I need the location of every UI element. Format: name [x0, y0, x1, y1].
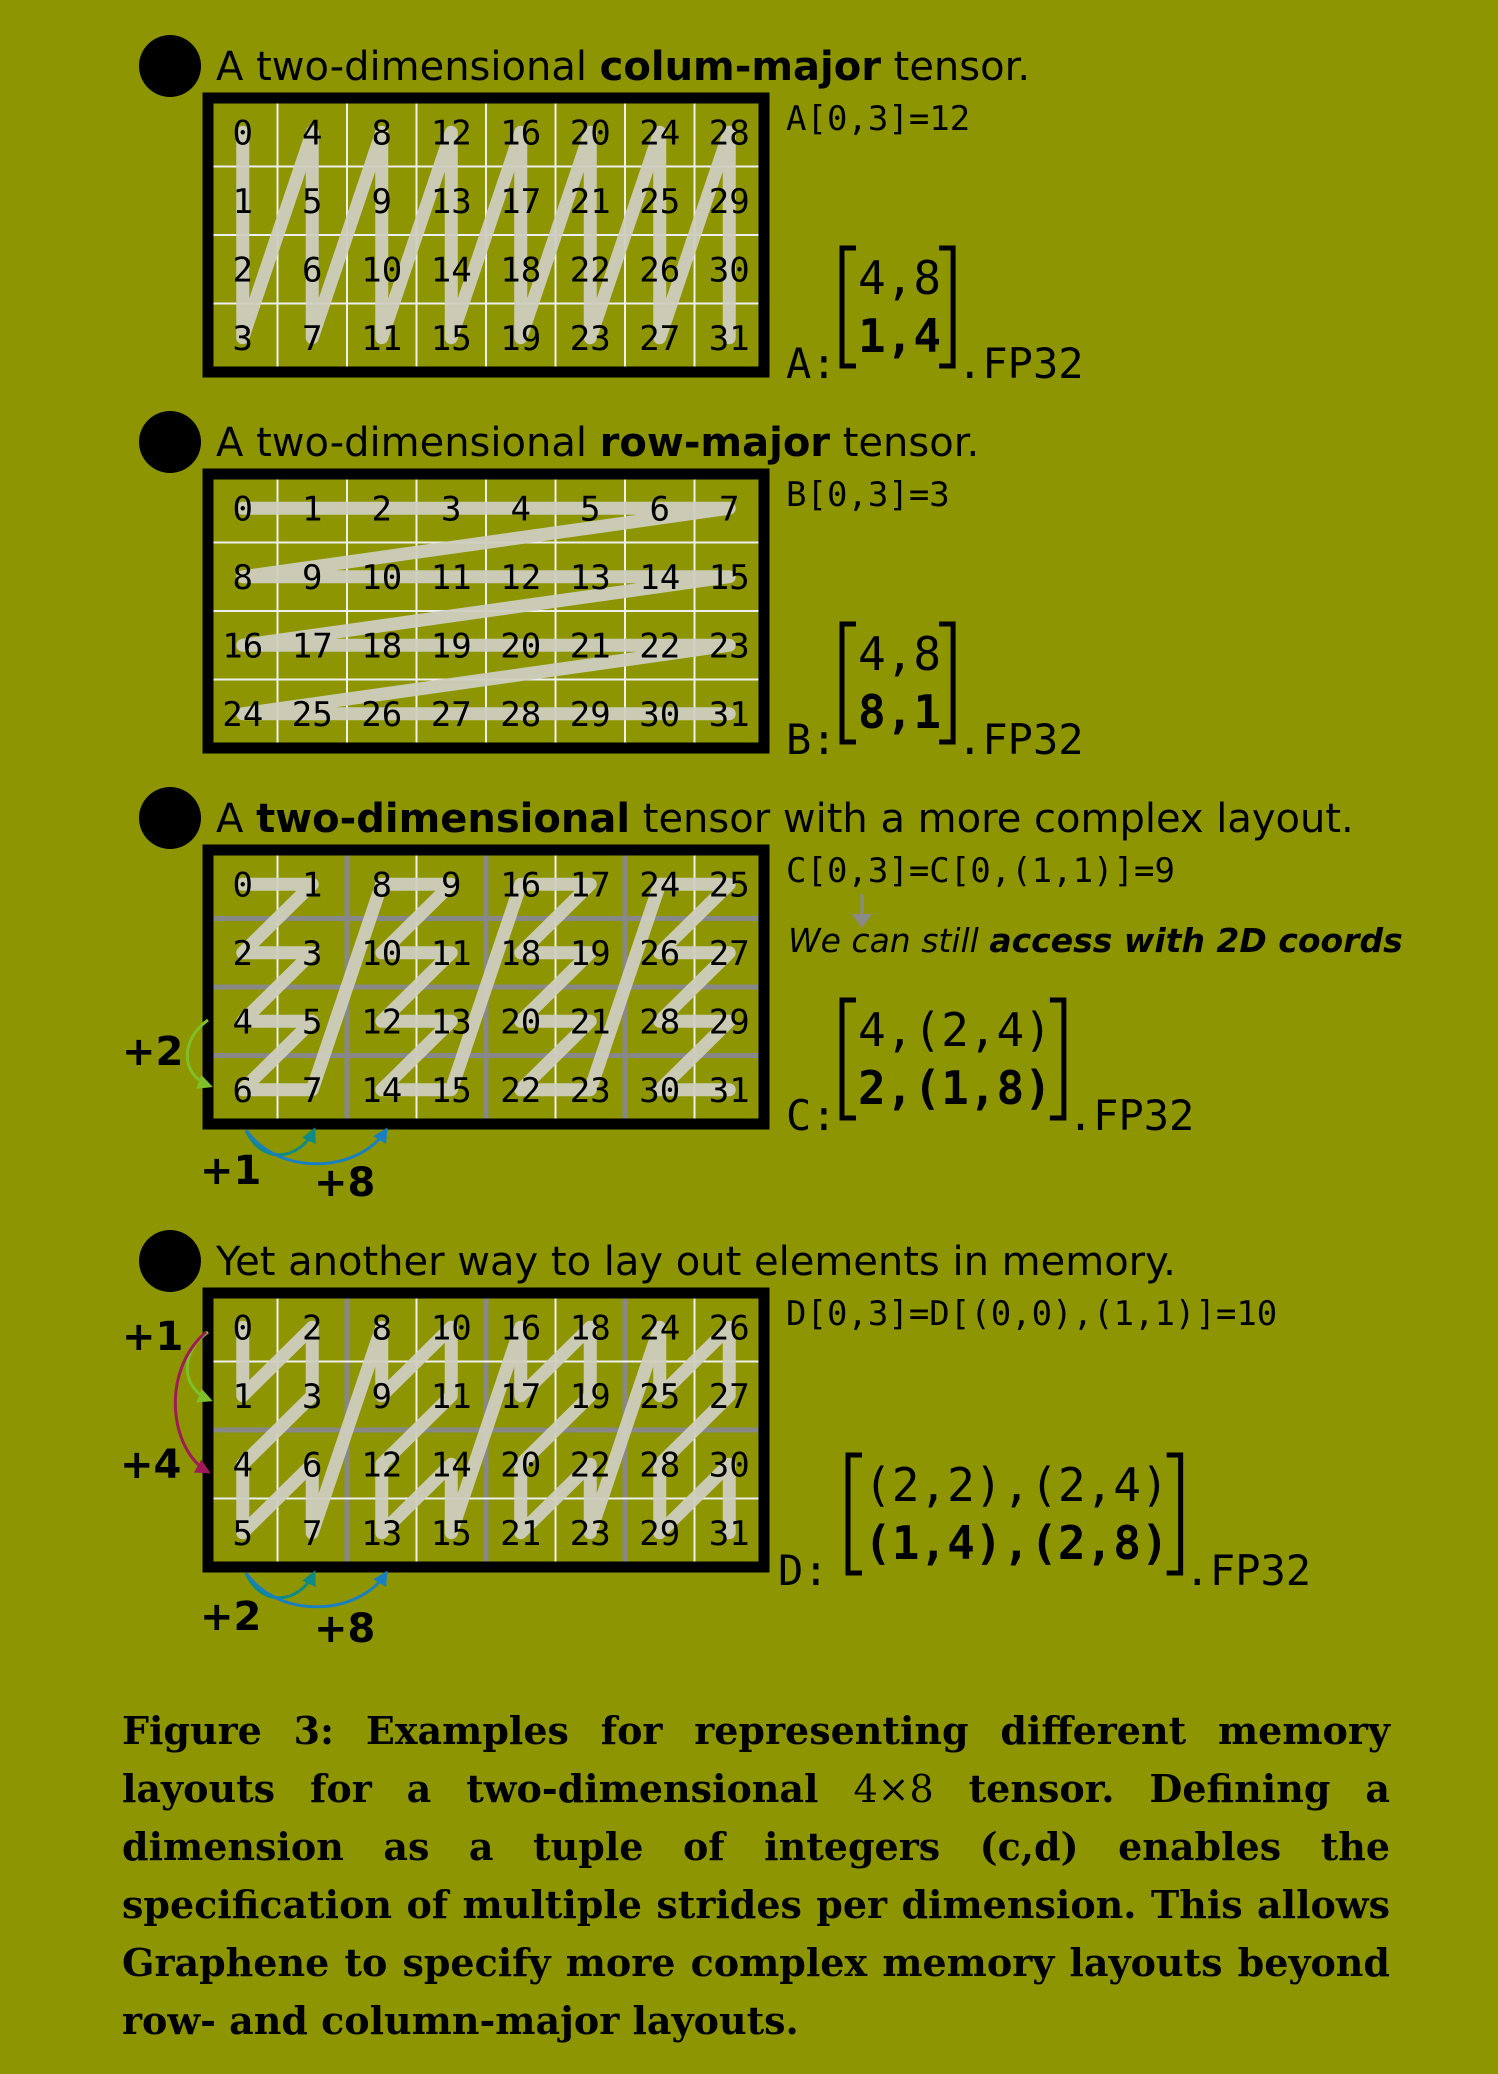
access-expression: [786, 1294, 1277, 1334]
right-bracket: [1167, 1455, 1181, 1573]
cell-value: 10: [361, 557, 403, 598]
cell-value: 1: [232, 1376, 253, 1417]
heading-bold: two-dimensional: [256, 796, 631, 842]
stride-row: [858, 1061, 1052, 1115]
cell-value: 26: [639, 250, 681, 291]
figure-caption: [122, 1702, 1390, 2050]
cell-value: 11: [430, 933, 472, 974]
cell-value: 19: [569, 933, 611, 974]
stride-label: +2: [122, 1029, 184, 1075]
cell-value: 18: [500, 933, 542, 974]
cell-value: 30: [639, 1070, 681, 1111]
cell-value: 26: [708, 1308, 750, 1349]
cell-value: 7: [302, 1070, 323, 1111]
access-expression: [786, 475, 950, 515]
heading-text: A two-dimensional: [216, 44, 600, 90]
stride-label-left: [122, 1029, 183, 1075]
cell-value: 25: [708, 865, 750, 906]
cell-value: 0: [232, 113, 253, 154]
stride-label-left-2: [120, 1442, 181, 1488]
cell-value: 23: [569, 1070, 611, 1111]
left-bracket: [842, 624, 856, 742]
layout-prefix: D:: [778, 1546, 829, 1595]
heading-bold: colum-major: [599, 44, 881, 90]
access-text: A[0,3]=12: [786, 99, 971, 139]
shape-row: 4,(2,4): [858, 1003, 1052, 1057]
panel-a: [139, 35, 1084, 388]
right-bracket: [939, 624, 953, 742]
stride-row: 8,1: [858, 685, 942, 739]
cell-value: 20: [500, 1445, 542, 1486]
cell-value: 11: [430, 557, 472, 598]
stride-label: +2: [200, 1594, 262, 1640]
access-text: D[0,3]=D[(0,0),(1,1)]=10: [786, 1294, 1278, 1334]
cell-value: 16: [222, 626, 264, 667]
bullet-icon: [139, 1230, 201, 1292]
shape-row: [858, 627, 941, 681]
cell-value: 5: [302, 181, 323, 222]
stride-arrow-col-2: [246, 1130, 386, 1164]
cell-value: 18: [500, 250, 542, 291]
cell-value: 13: [430, 1002, 472, 1043]
cell-value: 8: [371, 1308, 392, 1349]
stride-row: [858, 309, 941, 363]
heading-text: tensor.: [880, 44, 1031, 90]
cell-value: 31: [708, 694, 750, 735]
cell-value: 6: [232, 1070, 253, 1111]
cell-value: 4: [510, 489, 531, 530]
cell-value: 18: [361, 626, 403, 667]
note-bold: access with 2D coords: [989, 921, 1403, 960]
layout-prefix: [778, 1546, 829, 1595]
panel-heading: [216, 420, 979, 466]
cell-value: 17: [500, 1376, 542, 1417]
cell-value: 9: [371, 1376, 392, 1417]
cell-value: 9: [441, 865, 462, 906]
cell-value: 6: [302, 1445, 323, 1486]
stride-row: [864, 1516, 1169, 1570]
cell-value: 1: [302, 489, 323, 530]
bullet-icon: [139, 787, 201, 849]
note-text: We can still: [788, 921, 990, 960]
right-bracket: [939, 248, 953, 366]
cell-value: 24: [639, 865, 681, 906]
cell-value: 15: [430, 1070, 472, 1111]
access-expression: [786, 851, 1175, 891]
layout-prefix: [786, 1091, 837, 1140]
cell-value: 12: [500, 557, 542, 598]
cell-value: 11: [430, 1376, 472, 1417]
cell-value: 21: [569, 181, 611, 222]
access-text: C[0,3]=C[0,(1,1)]=9: [786, 851, 1175, 891]
cell-value: 26: [361, 694, 403, 735]
stride-label-bottom-1: [200, 1594, 261, 1640]
cell-value: 15: [430, 1513, 472, 1554]
cell-value: 23: [569, 318, 611, 359]
stride-row: 2,(1,8): [858, 1061, 1052, 1115]
cell-value: 24: [639, 1308, 681, 1349]
cell-value: 18: [569, 1308, 611, 1349]
shape-row: 4,8: [858, 627, 942, 681]
cell-value: 27: [639, 318, 681, 359]
cell-value: 4: [232, 1445, 253, 1486]
cell-value: 25: [291, 694, 333, 735]
stride-arrow-col-2: [246, 1573, 386, 1607]
cell-value: 7: [302, 1513, 323, 1554]
cell-value: 23: [569, 1513, 611, 1554]
cell-value: 2: [232, 933, 253, 974]
cell-value: 12: [361, 1002, 403, 1043]
cell-value: 29: [708, 181, 750, 222]
bullet-icon: [139, 411, 201, 473]
cell-value: 2: [371, 489, 392, 530]
layout-prefix: C:: [786, 1091, 837, 1140]
panel-heading: [215, 1239, 1176, 1285]
cell-value: 28: [500, 694, 542, 735]
cell-value: 3: [441, 489, 462, 530]
layout-prefix: A:: [786, 339, 837, 388]
dtype-suffix: .FP32: [1067, 1091, 1195, 1140]
cell-value: 10: [430, 1308, 472, 1349]
layout-prefix: [786, 715, 837, 764]
cell-value: 2: [232, 250, 253, 291]
cell-value: 30: [708, 1445, 750, 1486]
panel-d: [120, 1230, 1311, 1652]
heading-text: Yet another way to lay out elements in memory.: [216, 1239, 1176, 1285]
cell-value: 31: [708, 1513, 750, 1554]
cell-value: 24: [222, 694, 264, 735]
layout-prefix: [786, 339, 837, 388]
stride-row: (1,4),(2,8): [864, 1516, 1169, 1570]
shape-row: [858, 1003, 1052, 1057]
cell-value: 0: [232, 865, 253, 906]
right-bracket: [1050, 1000, 1064, 1118]
cell-value: 14: [639, 557, 681, 598]
cell-value: 17: [500, 181, 542, 222]
cell-value: 28: [708, 113, 750, 154]
layout-spec: [786, 624, 1084, 764]
stride-row: 1,4: [858, 309, 942, 363]
panel-heading: [216, 44, 1030, 90]
stride-label: +8: [314, 1606, 376, 1652]
cell-value: 5: [302, 1002, 323, 1043]
cell-value: 9: [371, 181, 392, 222]
cell-value: 29: [708, 1002, 750, 1043]
dtype-suffix: [957, 715, 1083, 764]
cell-value: 22: [569, 250, 611, 291]
dtype-suffix: .FP32: [1184, 1546, 1312, 1595]
access-expression: [786, 99, 970, 139]
shape-row: [858, 251, 941, 305]
cell-value: 25: [639, 1376, 681, 1417]
cell-value: 20: [500, 1002, 542, 1043]
stride-label-bottom-1: [200, 1148, 261, 1194]
cell-value: 25: [639, 181, 681, 222]
cell-value: 19: [430, 626, 472, 667]
cell-value: 15: [430, 318, 472, 359]
cell-value: 4: [302, 113, 323, 154]
dtype-suffix: [957, 339, 1083, 388]
cell-value: 8: [232, 557, 253, 598]
panel-c: [122, 787, 1403, 1206]
cell-value: 14: [361, 1070, 403, 1111]
cell-value: 12: [361, 1445, 403, 1486]
cell-value: 14: [430, 1445, 472, 1486]
heading-text: tensor with a more complex layout.: [630, 796, 1354, 842]
cell-value: 10: [361, 250, 403, 291]
caption-rest: tensor. Defining a dimension as a tuple of integers (c,d) enables the specification of multiple strides per dimension. This allows Graphene to specify more complex memory layouts beyond row- and column-major layouts.: [122, 1766, 1390, 2043]
heading-bold: row-major: [599, 420, 831, 466]
left-bracket: [848, 1455, 862, 1573]
cell-value: 14: [430, 250, 472, 291]
cell-value: 8: [371, 113, 392, 154]
cell-value: 8: [371, 865, 392, 906]
cell-value: 20: [569, 113, 611, 154]
layout-spec: [778, 1455, 1311, 1595]
cell-value: 7: [719, 489, 740, 530]
shape-row: (2,2),(2,4): [864, 1458, 1169, 1512]
cell-value: 24: [639, 113, 681, 154]
cell-value: 21: [500, 1513, 542, 1554]
cell-value: 22: [569, 1445, 611, 1486]
layout-prefix: B:: [786, 715, 837, 764]
cell-value: 7: [302, 318, 323, 359]
cell-value: 21: [569, 1002, 611, 1043]
cell-value: 27: [708, 933, 750, 974]
cell-value: 4: [232, 1002, 253, 1043]
dtype-suffix: [1068, 1091, 1194, 1140]
cell-value: 17: [291, 626, 333, 667]
cell-value: 16: [500, 865, 542, 906]
cell-value: 15: [708, 557, 750, 598]
cell-value: 10: [361, 933, 403, 974]
heading-text: tensor.: [830, 420, 980, 466]
dtype-suffix: [1185, 1546, 1311, 1595]
cell-value: 5: [580, 489, 601, 530]
stride-label: +1: [122, 1314, 184, 1360]
cell-value: 26: [639, 933, 681, 974]
cell-value: 29: [639, 1513, 681, 1554]
cell-value: 27: [708, 1376, 750, 1417]
cell-value: 28: [639, 1445, 681, 1486]
cell-value: 30: [708, 250, 750, 291]
cell-value: 9: [302, 557, 323, 598]
stride-label-bottom-2: [314, 1606, 375, 1652]
cell-value: 13: [361, 1513, 403, 1554]
shape-row: [864, 1458, 1169, 1512]
cell-value: 22: [500, 1070, 542, 1111]
dtype-suffix: .FP32: [957, 715, 1084, 764]
cell-value: 12: [430, 113, 472, 154]
dtype-suffix: .FP32: [957, 339, 1084, 388]
cell-value: 3: [302, 933, 323, 974]
cell-value: 11: [361, 318, 403, 359]
layout-spec: [786, 248, 1084, 388]
stride-label-left-1: [122, 1314, 183, 1360]
cell-value: 27: [430, 694, 472, 735]
cell-value: 13: [430, 181, 472, 222]
heading-text: A two-dimensional: [216, 420, 600, 466]
cell-value: 0: [232, 489, 253, 530]
left-bracket: [842, 1000, 856, 1118]
cell-value: 19: [569, 1376, 611, 1417]
cell-value: 31: [708, 1070, 750, 1111]
stride-label: +8: [314, 1160, 376, 1206]
cell-value: 3: [232, 318, 253, 359]
panel-heading: [216, 796, 1354, 842]
cell-value: 21: [569, 626, 611, 667]
stride-label-bottom-2: [314, 1160, 375, 1206]
cell-value: 20: [500, 626, 542, 667]
caption-dims: 4×8: [853, 1767, 934, 1811]
cell-value: 0: [232, 1308, 253, 1349]
shape-row: 4,8: [858, 251, 942, 305]
cell-value: 13: [569, 557, 611, 598]
stride-label: +1: [200, 1148, 262, 1194]
cell-value: 6: [649, 489, 670, 530]
cell-value: 3: [302, 1376, 323, 1417]
stride-label: +4: [120, 1442, 182, 1488]
cell-value: 29: [569, 694, 611, 735]
note: [788, 921, 1403, 960]
cell-value: 16: [500, 113, 542, 154]
cell-value: 6: [302, 250, 323, 291]
cell-value: 1: [302, 865, 323, 906]
layout-spec: [786, 1000, 1194, 1140]
cell-value: 5: [232, 1513, 253, 1554]
cell-value: 17: [569, 865, 611, 906]
cell-value: 1: [232, 181, 253, 222]
cell-value: 28: [639, 1002, 681, 1043]
left-bracket: [842, 248, 856, 366]
cell-value: 19: [500, 318, 542, 359]
access-text: B[0,3]=3: [786, 475, 950, 515]
cell-value: 22: [639, 626, 681, 667]
panel-b: [139, 411, 1084, 764]
cell-value: 23: [708, 626, 750, 667]
heading-text: A: [216, 796, 257, 842]
caption-lead: Figure 3: Examples for representing different memory layouts for a two-dimensional: [122, 1708, 1390, 1811]
cell-value: 2: [302, 1308, 323, 1349]
bullet-icon: [139, 35, 201, 97]
stride-row: [858, 685, 941, 739]
cell-value: 16: [500, 1308, 542, 1349]
cell-value: 31: [708, 318, 750, 359]
cell-value: 30: [639, 694, 681, 735]
